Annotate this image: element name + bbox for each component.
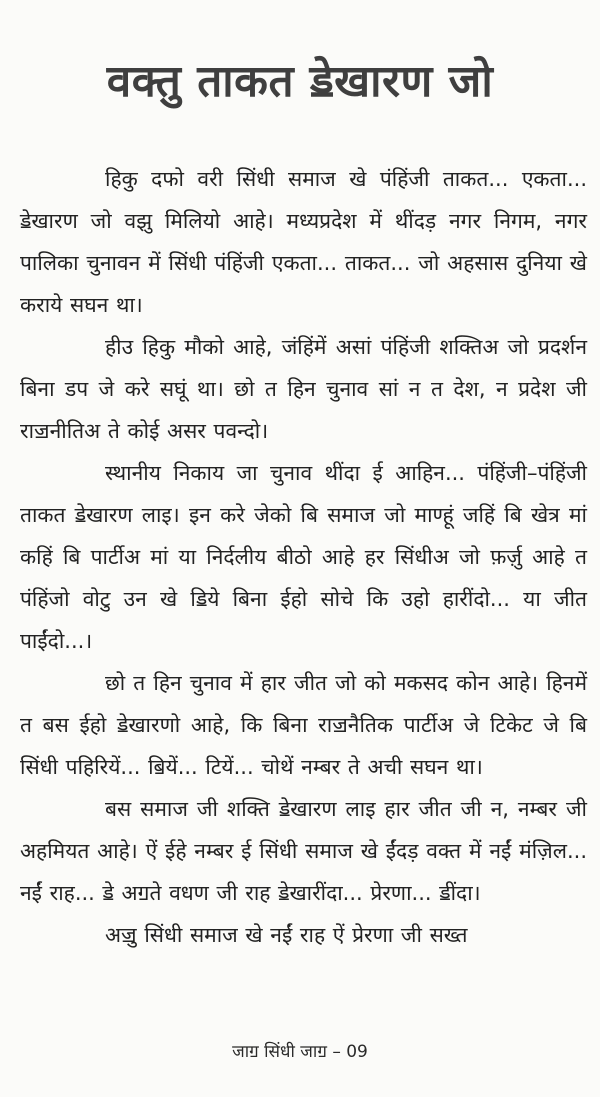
paragraph: अॼु सिंधी समाज खे नईं राह ऐं प्रेरणा जी सख्त xyxy=(105,923,468,947)
paragraph: बस समाज जी शक्ति ॾेखारण लाइ हार जीत जी न, नम्बर जी अहमियत आहे। ऐं ईहे नम्बर ई सिंधी समाज खे ईंदड़ वक्त में नईं मंज़िल... नईं राह... ॾे अॻते वधण जी राह ॾेखारींदा... प्रेरणा... ॾींदा। xyxy=(20,797,587,905)
paragraph: स्थानीय निकाय जा चुनाव थींदा ई आहिन... पंहिंजी–पंहिंजी ताकत ॾेखारण लाइ। इन करे जेको बि समाज जो माण्हूं जहिं बि खेत्र मां कहिं बि पार्टीअ मां या निर्दलीय बीठो आहे हर सिंधीअ जो फ़र्ज़ु आहे त पंहिंजो वोटु उन खे ॾिये बिना ईहो सोचे कि उहो हारींदो... या जीत पाईंदो...। xyxy=(20,461,587,653)
paragraph: हिकु दफो वरी सिंधी समाज खे पंहिंजी ताकत... एकता... ॾेखारण जो वझु मिलियो आहे। मध्यप्रदेश में थींदड़ नगर निगम, नगर पालिका चुनावन में सिंधी पंहिंजी एकता... ताकत... जो अहसास दुनिया खे कराये सघन था। xyxy=(20,167,587,317)
paragraph: छो त हिन चुनाव में हार जीत जो को मकसद कोन आहे। हिनमें त बस ईहो ॾेखारणो आहे, कि बिना राॼनैतिक पार्टीअ जे टिकेट जे बि सिंधी पहिरियें... ॿियें... टियें... चोथें नम्बर ते अची सघन था। xyxy=(20,671,587,779)
paragraph: हीउ हिकु मौको आहे, जंहिंमें असां पंहिंजी शक्तिअ जो प्रदर्शन बिना डप जे करे सघूं था। छो त हिन चुनाव सां न त देश, न प्रदेश जी राॼनीतिअ ते कोई असर पवन्दो। xyxy=(20,335,587,443)
page-footer: जाॻ सिंधी जाॻ – 09 xyxy=(232,1042,368,1062)
body-text xyxy=(20,158,587,956)
chapter-title: वक्तु ताकत ॾेखारण जो xyxy=(106,56,494,107)
